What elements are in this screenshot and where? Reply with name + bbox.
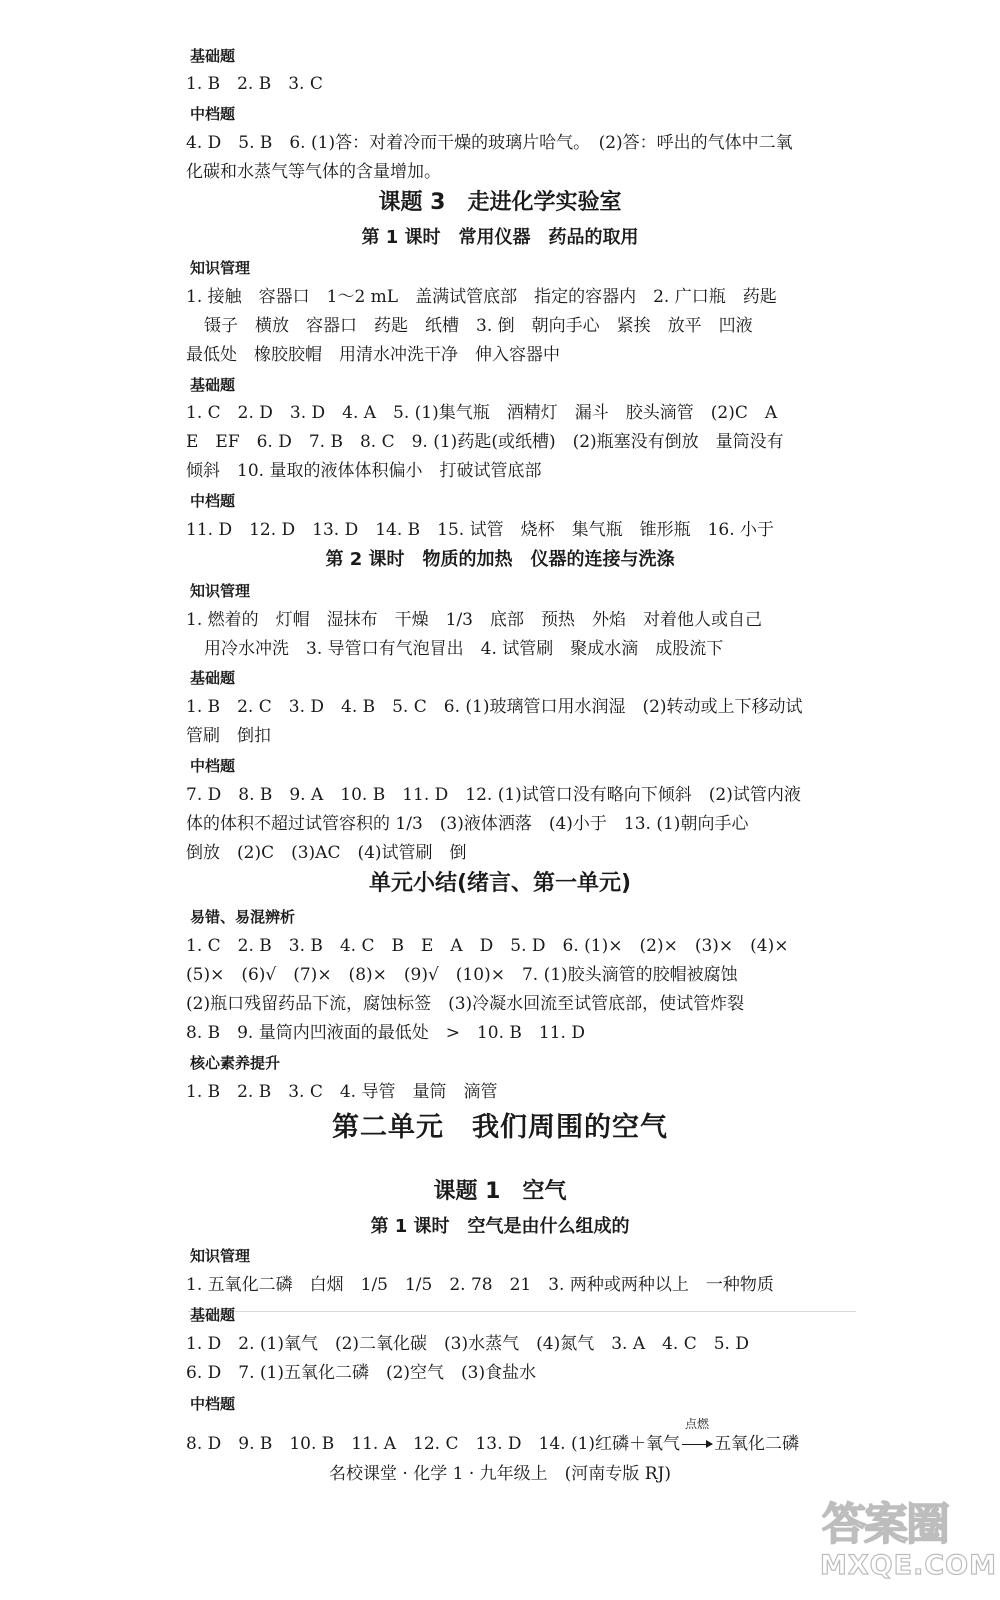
answer-line: 1. B 2. C 3. D 4. B 5. C 6. (1)玻璃管口用水润湿 (2)转动或上下移动试 <box>186 697 803 717</box>
answer-line: 1. D 2. (1)氧气 (2)二氧化碳 (3)水蒸气 (4)氮气 3. A 4. C 5. D <box>186 1334 749 1354</box>
answer-line: 体的体积不超过试管容积的 1/3 (3)液体洒落 (4)小于 13. (1)朝向手心 <box>186 814 749 834</box>
answer-line: 1. B 2. B 3. C <box>186 74 323 94</box>
answer-line: 1. 接触 容器口 1～2 mL 盖满试管底部 指定的容器内 2. 广口瓶 药匙 <box>186 287 777 307</box>
answer-line: 镊子 横放 容器口 药匙 纸槽 3. 倒 朝向手心 紧挨 放平 凹液 <box>204 316 753 336</box>
section-intermediate: 中档题 <box>190 1395 236 1413</box>
answer-line: 倾斜 10. 量取的液体体积偏小 打破试管底部 <box>186 461 542 481</box>
section-intermediate: 中档题 <box>190 757 236 775</box>
answer-line: 倒放 (2)C (3)AC (4)试管刷 倒 <box>186 843 467 863</box>
section-knowledge: 知识管理 <box>190 1247 251 1265</box>
period-title: 第 1 课时 空气是由什么组成的 <box>370 1216 630 1237</box>
answer-line: 11. D 12. D 13. D 14. B 15. 试管 烧杯 集气瓶 锥形瓶 16. 小于 <box>186 520 775 540</box>
section-core-literacy: 核心素养提升 <box>190 1054 281 1072</box>
section-basic: 基础题 <box>190 47 236 65</box>
answer-line: 管刷 倒扣 <box>186 726 271 746</box>
answer-line: 用冷水冲洗 3. 导管口有气泡冒出 4. 试管刷 聚成水滴 成股流下 <box>204 639 724 659</box>
section-basic: 基础题 <box>190 376 236 394</box>
section-error-analysis: 易错、易混辨析 <box>190 908 296 926</box>
summary-title: 单元小结(绪言、第一单元) <box>368 871 632 896</box>
answer-line: 7. D 8. B 9. A 10. B 11. D 12. (1)试管口没有略向下倾斜 (2)试管内液 <box>186 785 801 805</box>
period-title: 第 1 课时 常用仪器 药品的取用 <box>361 227 639 248</box>
answer-line: 最低处 橡胶胶帽 用清水冲洗干净 伸入容器中 <box>186 345 560 365</box>
answer-line: (5)× (6)√ (7)× (8)× (9)√ (10)× 7. (1)胶头滴管的胶帽被腐蚀 <box>186 965 738 985</box>
page-footer: 名校课堂 · 化学 1 · 九年级上 (河南专版 RJ) <box>329 1464 671 1484</box>
lesson-title: 课题 3 走进化学实验室 <box>378 190 622 215</box>
answer-line-equation <box>0 1417 1000 1457</box>
arrow-icon <box>682 1444 712 1445</box>
answer-line: 1. C 2. D 3. D 4. A 5. (1)集气瓶 酒精灯 漏斗 胶头滴管 (2)C A <box>186 403 778 423</box>
watermark-logo <box>818 1488 996 1596</box>
answer-line: 8. B 9. 量筒内凹液面的最低处 > 10. B 11. D <box>186 1023 585 1043</box>
section-basic: 基础题 <box>190 669 236 687</box>
equation-reactants: 8. D 9. B 10. B 11. A 12. C 13. D 14. (1)红磷＋氧气 <box>186 1434 681 1454</box>
answer-line: 化碳和水蒸气等气体的含量增加。 <box>186 162 441 182</box>
reaction-arrow <box>680 1417 714 1457</box>
section-intermediate: 中档题 <box>190 492 236 510</box>
watermark-text: 答案圈 <box>822 1499 948 1550</box>
section-intermediate: 中档题 <box>190 105 236 123</box>
equation-product: 五氧化二磷 <box>714 1434 800 1454</box>
unit-title: 第二单元 我们周围的空气 <box>332 1112 668 1143</box>
reaction-condition: 点燃 <box>685 1417 710 1431</box>
section-knowledge: 知识管理 <box>190 582 251 600</box>
lesson-title: 课题 1 空气 <box>433 1179 567 1204</box>
period-title: 第 2 课时 物质的加热 仪器的连接与洗涤 <box>325 549 675 570</box>
divider <box>188 1311 856 1312</box>
answer-line: E EF 6. D 7. B 8. C 9. (1)药匙(或纸槽) (2)瓶塞没有倒放 量筒没有 <box>186 432 784 452</box>
answer-line: 4. D 5. B 6. (1)答：对着冷而干燥的玻璃片哈气。 (2)答：呼出的气体中二氧 <box>186 133 793 153</box>
answer-line: 1. 燃着的 灯帽 湿抹布 干燥 1/3 底部 预热 外焰 对着他人或自己 <box>186 610 762 630</box>
answer-line: 6. D 7. (1)五氧化二磷 (2)空气 (3)食盐水 <box>186 1363 537 1383</box>
answer-line: 1. 五氧化二磷 白烟 1/5 1/5 2. 78 21 3. 两种或两种以上 一种物质 <box>186 1275 774 1295</box>
answer-line: 1. C 2. B 3. B 4. C B E A D 5. D 6. (1)× (2)× (3)× (4)× <box>186 936 789 956</box>
answer-line: (2)瓶口残留药品下流，腐蚀标签 (3)冷凝水回流至试管底部，使试管炸裂 <box>186 994 745 1014</box>
section-knowledge: 知识管理 <box>190 259 251 277</box>
watermark-url: MXQE.COM <box>820 1550 997 1581</box>
answer-line: 1. B 2. B 3. C 4. 导管 量筒 滴管 <box>186 1082 498 1102</box>
section-basic: 基础题 <box>190 1306 236 1324</box>
